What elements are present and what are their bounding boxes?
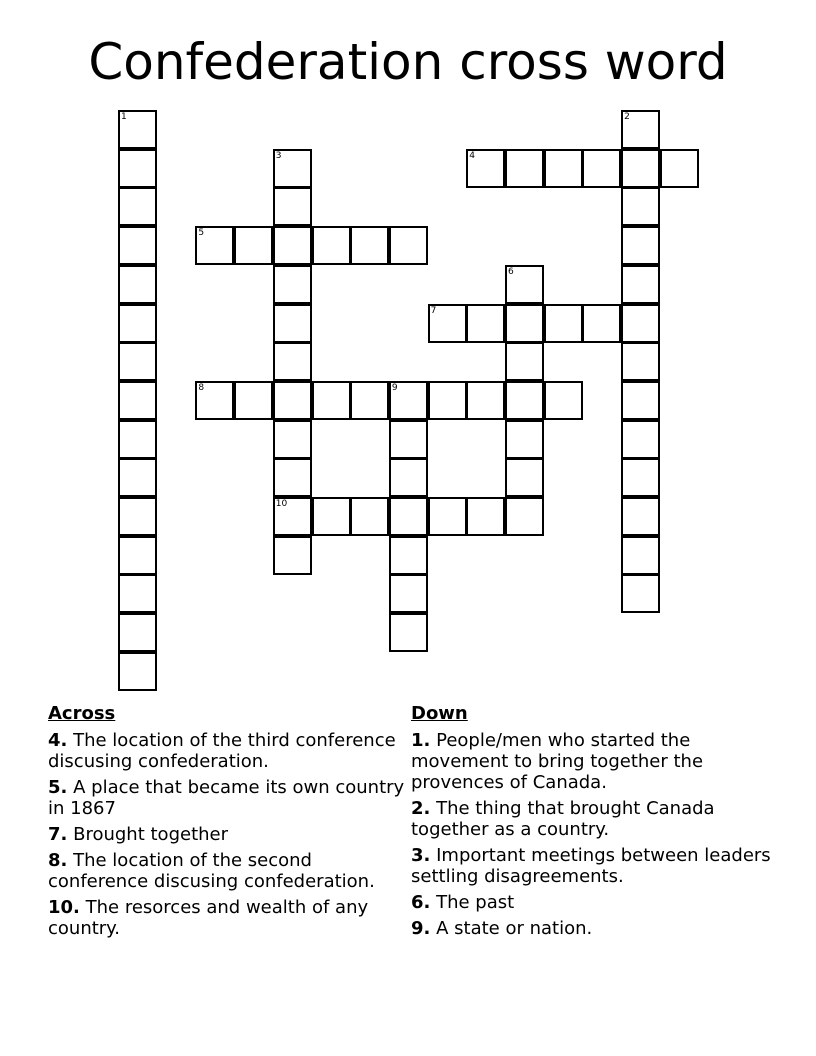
- grid-cell[interactable]: [505, 497, 544, 536]
- clue-down-6: [411, 892, 771, 913]
- grid-cell[interactable]: [505, 458, 544, 497]
- grid-cell[interactable]: [582, 149, 621, 188]
- clue-text: The resorces and wealth of any country.: [48, 897, 369, 939]
- grid-cell[interactable]: [273, 536, 312, 575]
- grid-cell[interactable]: [118, 497, 157, 536]
- cell-number: 2: [624, 112, 630, 122]
- grid-cell[interactable]: [621, 304, 660, 343]
- clue-number: 1.: [411, 730, 431, 751]
- cell-number: 7: [430, 305, 437, 316]
- clue-number: 10.: [48, 897, 80, 918]
- grid-cell[interactable]: [466, 304, 505, 343]
- grid-cell[interactable]: [118, 226, 157, 265]
- cell-number: 6: [508, 266, 514, 277]
- clue-number: 7.: [48, 824, 68, 845]
- grid-cell[interactable]: [312, 381, 351, 420]
- grid-cell[interactable]: [118, 149, 157, 188]
- clue-number: 2.: [411, 798, 431, 819]
- clue-text: Brought together: [73, 824, 229, 845]
- clue-text: The location of the third conference discusing confederation.: [48, 730, 396, 772]
- grid-cell[interactable]: [428, 497, 467, 536]
- grid-cell[interactable]: [466, 497, 505, 536]
- grid-cell[interactable]: [389, 226, 428, 265]
- grid-cell[interactable]: [350, 497, 389, 536]
- grid-cell[interactable]: [350, 226, 389, 265]
- across-clues: [48, 703, 408, 944]
- clue-across-10: [48, 897, 408, 939]
- grid-cell[interactable]: [505, 381, 544, 420]
- grid-cell[interactable]: [428, 381, 467, 420]
- grid-cell[interactable]: [273, 149, 312, 188]
- grid-cell[interactable]: [621, 226, 660, 265]
- clue-across-5: [48, 777, 408, 819]
- clue-text: A state or nation.: [436, 918, 593, 939]
- cell-number: 5: [198, 228, 205, 239]
- grid-cell[interactable]: [118, 420, 157, 459]
- grid-cell[interactable]: [621, 187, 660, 226]
- clue-text: Important meetings between leaders settling disagreements.: [411, 845, 771, 887]
- clue-across-4: [48, 730, 408, 772]
- clue-number: 8.: [48, 850, 68, 871]
- grid-cell[interactable]: [621, 149, 660, 188]
- grid-cell[interactable]: [389, 458, 428, 497]
- clue-across-7: [48, 824, 408, 845]
- grid-cell[interactable]: [621, 536, 660, 575]
- grid-cell[interactable]: [389, 574, 428, 613]
- clue-text: A place that became its own country in 1867: [48, 777, 405, 819]
- grid-cell[interactable]: [273, 420, 312, 459]
- grid-cell[interactable]: [118, 652, 157, 691]
- grid-cell[interactable]: [505, 304, 544, 343]
- clue-down-1: [411, 730, 771, 793]
- clue-number: 9.: [411, 918, 431, 939]
- grid-cell[interactable]: [621, 497, 660, 536]
- grid-cell[interactable]: [234, 381, 273, 420]
- grid-cell[interactable]: [118, 613, 157, 652]
- grid-cell[interactable]: [621, 420, 660, 459]
- grid-cell[interactable]: [195, 226, 234, 265]
- grid-cell[interactable]: [273, 381, 312, 420]
- grid-cell[interactable]: [389, 381, 428, 420]
- cell-number: 8: [198, 382, 205, 393]
- grid-cell[interactable]: [428, 304, 467, 343]
- grid-cell[interactable]: [621, 110, 660, 149]
- grid-cell[interactable]: [118, 574, 157, 613]
- grid-cell[interactable]: [273, 342, 312, 381]
- clue-text: The location of the second conference discusing confederation.: [48, 850, 375, 892]
- clue-text: People/men who started the movement to bring together the provences of Canada.: [411, 730, 704, 793]
- grid-cell[interactable]: [544, 149, 583, 188]
- grid-cell[interactable]: [118, 342, 157, 381]
- clue-down-2: [411, 798, 771, 840]
- grid-cell[interactable]: [389, 613, 428, 652]
- grid-cell[interactable]: [118, 265, 157, 304]
- down-clues: [411, 703, 771, 944]
- clue-number: 3.: [411, 845, 431, 866]
- grid-cell[interactable]: [234, 226, 273, 265]
- grid-cell[interactable]: [660, 149, 699, 188]
- grid-cell[interactable]: [621, 265, 660, 304]
- grid-cell[interactable]: [621, 381, 660, 420]
- grid-cell[interactable]: [273, 265, 312, 304]
- grid-cell[interactable]: [621, 342, 660, 381]
- clue-down-3: [411, 845, 771, 887]
- grid-cell[interactable]: [312, 226, 351, 265]
- grid-cell[interactable]: [118, 110, 157, 149]
- clue-text: The thing that brought Canada together as a country.: [411, 798, 715, 840]
- clue-down-9: [411, 918, 771, 939]
- grid-cell[interactable]: [621, 458, 660, 497]
- cell-number: 3: [275, 150, 282, 161]
- cell-number: 9: [391, 382, 398, 393]
- grid-cell[interactable]: [273, 497, 312, 536]
- grid-cell[interactable]: [273, 304, 312, 343]
- cell-number: 4: [469, 150, 476, 161]
- grid-cell[interactable]: [118, 304, 157, 343]
- grid-cell[interactable]: [544, 304, 583, 343]
- grid-cell[interactable]: [389, 536, 428, 575]
- page-title: Confederation cross word: [88, 33, 728, 91]
- grid-cell[interactable]: [505, 149, 544, 188]
- grid-cell[interactable]: [118, 458, 157, 497]
- grid-cell[interactable]: [118, 536, 157, 575]
- cell-number: 10: [275, 499, 288, 509]
- grid-cell[interactable]: [273, 187, 312, 226]
- grid-cell[interactable]: [505, 265, 544, 304]
- down-heading: Down: [411, 703, 468, 724]
- grid-cell[interactable]: [350, 381, 389, 420]
- grid-cell[interactable]: [621, 574, 660, 613]
- grid-cell[interactable]: [389, 497, 428, 536]
- clue-across-8: [48, 850, 408, 892]
- grid-cell[interactable]: [312, 497, 351, 536]
- clue-number: 5.: [48, 777, 68, 798]
- grid-cell[interactable]: [118, 187, 157, 226]
- grid-cell[interactable]: [544, 381, 583, 420]
- grid-cell[interactable]: [273, 226, 312, 265]
- grid-cell[interactable]: [466, 149, 505, 188]
- grid-cell[interactable]: [118, 381, 157, 420]
- grid-cell[interactable]: [582, 304, 621, 343]
- clue-text: The past: [436, 892, 515, 913]
- grid-cell[interactable]: [505, 342, 544, 381]
- grid-cell[interactable]: [389, 420, 428, 459]
- cell-number: 1: [121, 112, 127, 122]
- grid-cell[interactable]: [273, 458, 312, 497]
- grid-cell[interactable]: [195, 381, 234, 420]
- clue-number: 6.: [411, 892, 431, 913]
- clue-number: 4.: [48, 730, 68, 751]
- grid-cell[interactable]: [466, 381, 505, 420]
- across-heading: Across: [48, 703, 116, 724]
- grid-cell[interactable]: [505, 420, 544, 459]
